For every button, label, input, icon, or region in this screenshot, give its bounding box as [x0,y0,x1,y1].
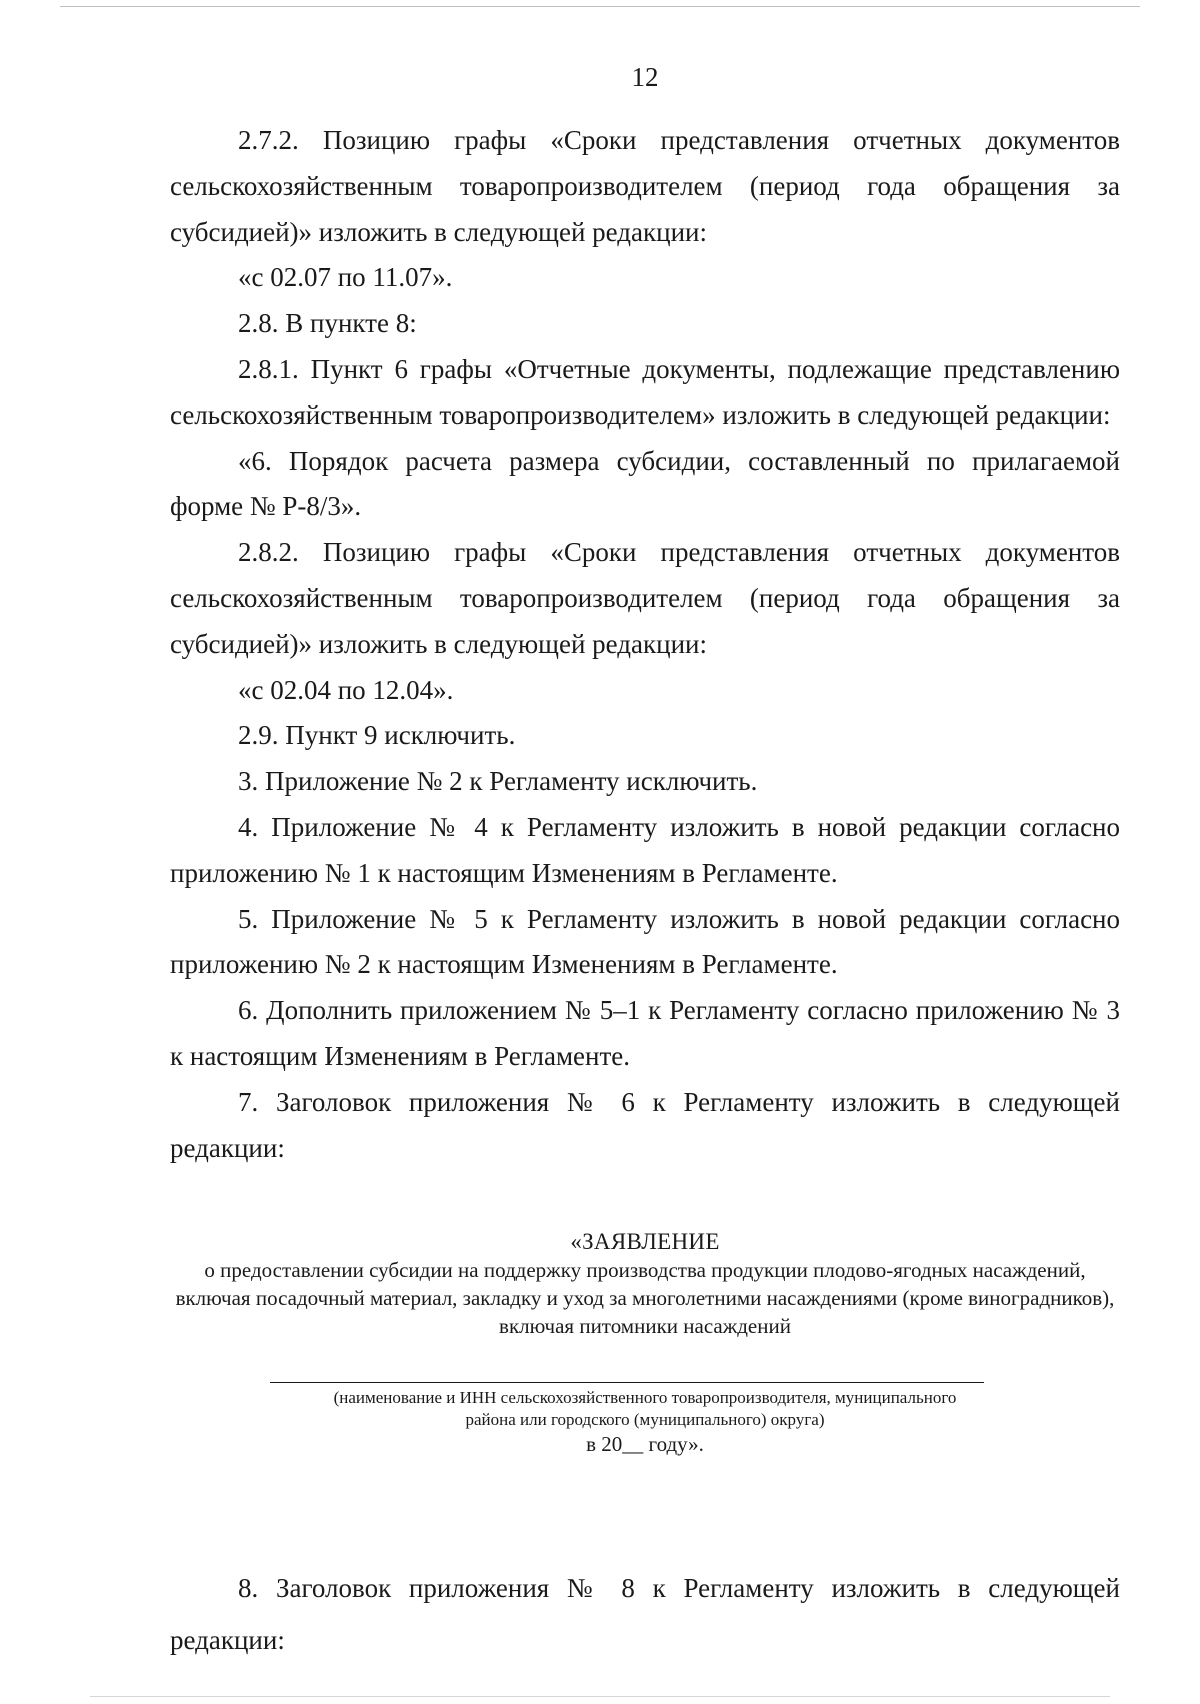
paragraph-2-8-1: 2.8.1. Пункт 6 графы «Отчетные документы, подлежащие представлению сельскохозяйственным товаропроизводителем» изложить в следующей редакции: [170,353,1120,430]
document-body [170,118,1120,1171]
paragraph-3: 3. Приложение № 2 к Регламенту исключить. [238,766,758,797]
paragraph-2-8-1-value: «6. Порядок расчета размера субсидии, составленный по прилагаемой форме № Р-8/3». [170,445,1120,522]
paragraph-4: 4. Приложение № 4 к Регламенту изложить в новой редакции согласно приложению № 1 к настоящим Изменениям в Регламенте. [170,811,1120,888]
page-number: 12 [631,62,659,92]
paragraph-5: 5. Приложение № 5 к Регламенту изложить в новой редакции согласно приложению № 2 к настоящим Изменениям в Регламенте. [170,903,1120,980]
paragraph-8: 8. Заголовок приложения № 8 к Регламенту изложить в следующей редакции: [170,1573,1120,1655]
statement-heading [170,1228,1120,1340]
statement-title: «ЗАЯВЛЕНИЕ [570,1229,720,1254]
scan-edge-top [60,6,1140,7]
fill-in-caption [170,1387,1120,1431]
paragraph-2-7-2: 2.7.2. Позицию графы «Сроки представления отчетных документов сельскохозяйственным товаропроизводителем (период года обращения за субсидией)» изложить в следующей редакции: [170,125,1120,247]
fill-in-caption-line-2: района или городского (муниципального) округа) [465,1410,825,1429]
year-line: в 20__ году». [586,1432,704,1456]
fill-in-line [270,1382,984,1383]
paragraph-2-7-2-value: «с 02.07 по 11.07». [238,262,453,293]
paragraph-2-8-2-value: «с 02.04 по 12.04». [238,674,454,705]
paragraph-2-8-2: 2.8.2. Позицию графы «Сроки представления отчетных документов сельскохозяйственным товаропроизводителем (период года обращения за субсидией)» изложить в следующей редакции: [170,537,1120,659]
paragraph-2-8: 2.8. В пункте 8: [238,308,417,339]
fill-in-caption-line-1: (наименование и ИНН сельскохозяйственного товаропроизводителя, муниципального [333,1388,957,1407]
paragraph-6: 6. Дополнить приложением № 5–1 к Регламенту согласно приложению № 3 к настоящим Изменениям в Регламенте. [170,995,1120,1071]
paragraph-2-9: 2.9. Пункт 9 исключить. [238,720,516,751]
paragraph-8-block [170,1562,1120,1666]
paragraph-7: 7. Заголовок приложения № 6 к Регламенту изложить в следующей редакции: [170,1086,1120,1163]
statement-subtitle: о предоставлении субсидии на поддержку производства продукции плодово-ягодных насаждений, включая посадочный материал, закладку и уход за многолетними насаждениями (кроме виноградников), включая питомники насаждений [175,1258,1115,1338]
scan-edge-bottom [90,1696,1110,1697]
